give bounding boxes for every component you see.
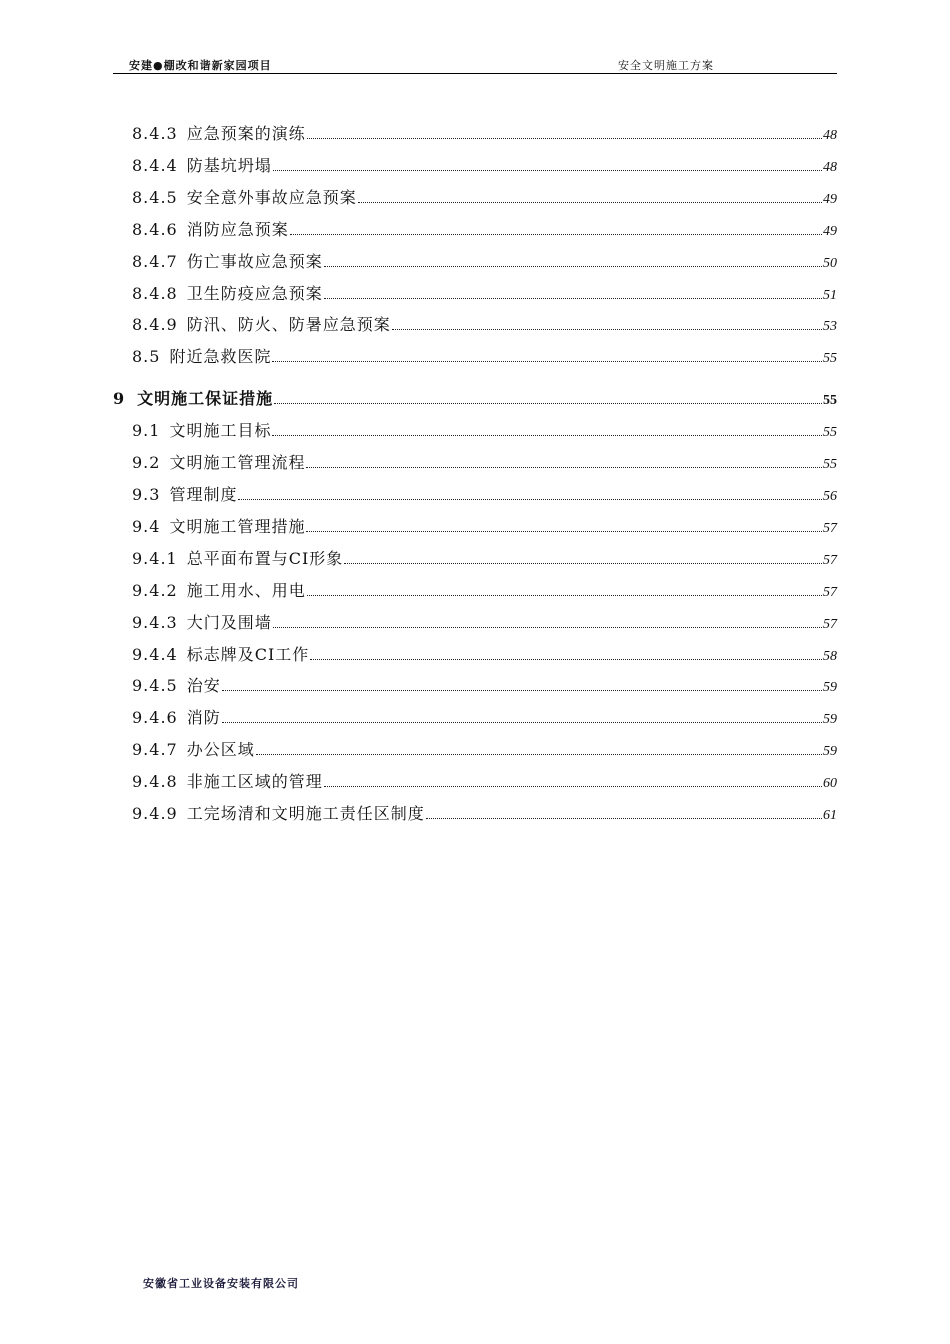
toc-entry-number: 8.4.6: [132, 219, 178, 239]
toc-entry-number: 8.4.5: [132, 187, 178, 207]
toc-entry[interactable]: [132, 249, 837, 273]
toc-entry-page-number: 57: [823, 520, 837, 536]
toc-entry-page-number: 59: [823, 712, 837, 728]
toc-entry-page-number: 49: [823, 191, 837, 207]
toc-entry-page-number: 56: [823, 489, 837, 504]
toc-entry-page-number: 48: [823, 159, 837, 175]
toc-entry-leader-dots: [222, 689, 822, 691]
toc-entry-leader-dots: [274, 402, 822, 404]
toc-entry-title: 附近急救医院: [169, 347, 272, 367]
toc-entry-leader-dots: [306, 530, 822, 532]
toc-entry-page-number: 51: [823, 287, 837, 303]
toc-entry-number: 9.4.9: [132, 804, 178, 823]
toc-entry[interactable]: [132, 344, 837, 368]
toc-entry-title: 工完场清和文明施工责任区制度: [186, 804, 425, 823]
toc-entry[interactable]: [132, 705, 837, 729]
toc-entry-title: 卫生防疫应急预案: [186, 283, 323, 303]
toc-entry-title: 伤亡事故应急预案: [186, 251, 323, 271]
toc-entry-page-number: 49: [823, 223, 837, 239]
toc-entry-number: 9.4.3: [132, 612, 178, 632]
toc-entry[interactable]: [132, 217, 837, 241]
toc-entry-title: 治安: [186, 676, 221, 696]
toc-entry[interactable]: [132, 482, 837, 506]
toc-entry-leader-dots: [307, 137, 822, 139]
toc-entry-number: 9.4.4: [132, 644, 178, 664]
toc-entry-leader-dots: [426, 817, 822, 819]
toc-entry-page-number: 50: [823, 255, 837, 271]
toc-entry[interactable]: [132, 450, 837, 474]
toc-entry-leader-dots: [358, 201, 822, 203]
toc-entry-leader-dots: [272, 360, 822, 362]
toc-entry-leader-dots: [344, 562, 822, 564]
toc-entry-page-number: 60: [823, 776, 837, 792]
toc-entry-page-number: 58: [823, 648, 837, 664]
toc-entry-page-number: 61: [823, 808, 837, 823]
toc-entry-page-number: 57: [823, 584, 837, 600]
toc-entry[interactable]: [132, 578, 837, 602]
header-project-name: 安建●棚改和谐新家园项目: [129, 59, 272, 72]
toc-entry-page-number: 55: [823, 351, 837, 367]
toc-entry-leader-dots: [324, 297, 822, 299]
toc-entry-number: 9.4.1: [132, 548, 178, 568]
toc-entry[interactable]: [132, 673, 837, 697]
toc-entry[interactable]: [113, 386, 837, 410]
toc-entry-page-number: 55: [823, 457, 837, 473]
toc-entry-page-number: 53: [823, 319, 837, 335]
toc-entry[interactable]: [132, 546, 837, 570]
toc-entry-page-number: 57: [823, 552, 837, 568]
toc-entry-title: 总平面布置与CI形象: [186, 548, 344, 568]
toc-entry-title: 消防应急预案: [186, 219, 289, 239]
toc-entry-number: 9: [113, 389, 126, 409]
toc-entry[interactable]: [132, 610, 837, 634]
toc-entry-title: 标志牌及CI工作: [186, 644, 310, 664]
toc-entry[interactable]: [132, 737, 837, 761]
toc-entry[interactable]: [132, 281, 837, 305]
toc-entry-leader-dots: [392, 328, 822, 330]
toc-entry-number: 8.4.3: [132, 124, 178, 143]
toc-entry-number: 9.4.5: [132, 676, 178, 696]
toc-entry-leader-dots: [307, 594, 822, 596]
toc-entry-title: 办公区域: [186, 740, 255, 760]
toc-entry[interactable]: [132, 185, 837, 209]
toc-entry-leader-dots: [238, 498, 822, 500]
toc-entry[interactable]: [132, 514, 837, 538]
toc-entry-number: 8.4.8: [132, 283, 178, 303]
toc-entry-leader-dots: [324, 785, 822, 787]
toc-entry-number: 9.2: [132, 453, 161, 473]
toc-entry-leader-dots: [273, 626, 822, 628]
toc-entry-page-number: 48: [823, 128, 837, 143]
toc-entry-leader-dots: [256, 753, 822, 755]
toc-entry-number: 8.5: [132, 347, 161, 367]
toc-entry-page-number: 59: [823, 680, 837, 696]
toc-entry[interactable]: [132, 769, 837, 793]
toc-entry-number: 8.4.7: [132, 251, 178, 271]
toc-entry[interactable]: [132, 642, 837, 666]
toc-entry[interactable]: [132, 312, 837, 336]
toc-entry-title: 文明施工管理措施: [169, 516, 306, 536]
toc-entry-title: 大门及围墙: [186, 612, 272, 632]
toc-entry-title: 消防: [186, 708, 221, 728]
toc-entry-number: 9.4.2: [132, 580, 178, 600]
toc-entry-title: 文明施工管理流程: [169, 453, 306, 473]
toc-entry-title: 管理制度: [169, 485, 238, 504]
page-header: [113, 54, 837, 74]
toc-entry-number: 9.4.7: [132, 740, 178, 760]
toc-entry-page-number: 59: [823, 744, 837, 760]
toc-entry-title: 安全意外事故应急预案: [186, 187, 357, 207]
toc-entry[interactable]: [132, 121, 837, 145]
toc-entry-number: 9.3: [132, 485, 161, 504]
toc-entry[interactable]: [132, 418, 837, 442]
toc-entry-number: 9.1: [132, 421, 161, 441]
toc-entry-page-number: 57: [823, 616, 837, 632]
toc-entry-title: 文明施工目标: [169, 421, 272, 441]
toc-entry-title: 施工用水、用电: [186, 580, 306, 600]
toc-entry-number: 9.4: [132, 516, 161, 536]
footer-company-name: 安徽省工业设备安装有限公司: [143, 1277, 299, 1290]
toc-entry-leader-dots: [273, 169, 822, 171]
header-document-title: 安全文明施工方案: [618, 59, 714, 72]
toc-entry-title: 防基坑坍塌: [186, 155, 272, 175]
toc-entry-page-number: 55: [823, 425, 837, 441]
toc-entry-leader-dots: [324, 265, 822, 267]
toc-entry-title: 防汛、防火、防暑应急预案: [186, 315, 391, 335]
toc-entry-title: 文明施工保证措施: [137, 389, 274, 409]
toc-entry-number: 9.4.8: [132, 772, 178, 792]
toc-entry-leader-dots: [310, 658, 822, 660]
toc-entry-title: 应急预案的演练: [186, 124, 306, 143]
toc-entry-leader-dots: [272, 434, 822, 436]
toc-entry[interactable]: [132, 801, 837, 825]
toc-entry-page-number: 55: [823, 393, 837, 409]
toc-entry-title: 非施工区域的管理: [186, 772, 323, 792]
toc-entry-number: 9.4.6: [132, 708, 178, 728]
toc-entry-leader-dots: [306, 466, 822, 468]
toc-entry-number: 8.4.4: [132, 155, 178, 175]
toc-entry-leader-dots: [222, 721, 822, 723]
toc-entry-leader-dots: [290, 233, 822, 235]
toc-entry-number: 8.4.9: [132, 315, 178, 335]
toc-entry[interactable]: [132, 153, 837, 177]
